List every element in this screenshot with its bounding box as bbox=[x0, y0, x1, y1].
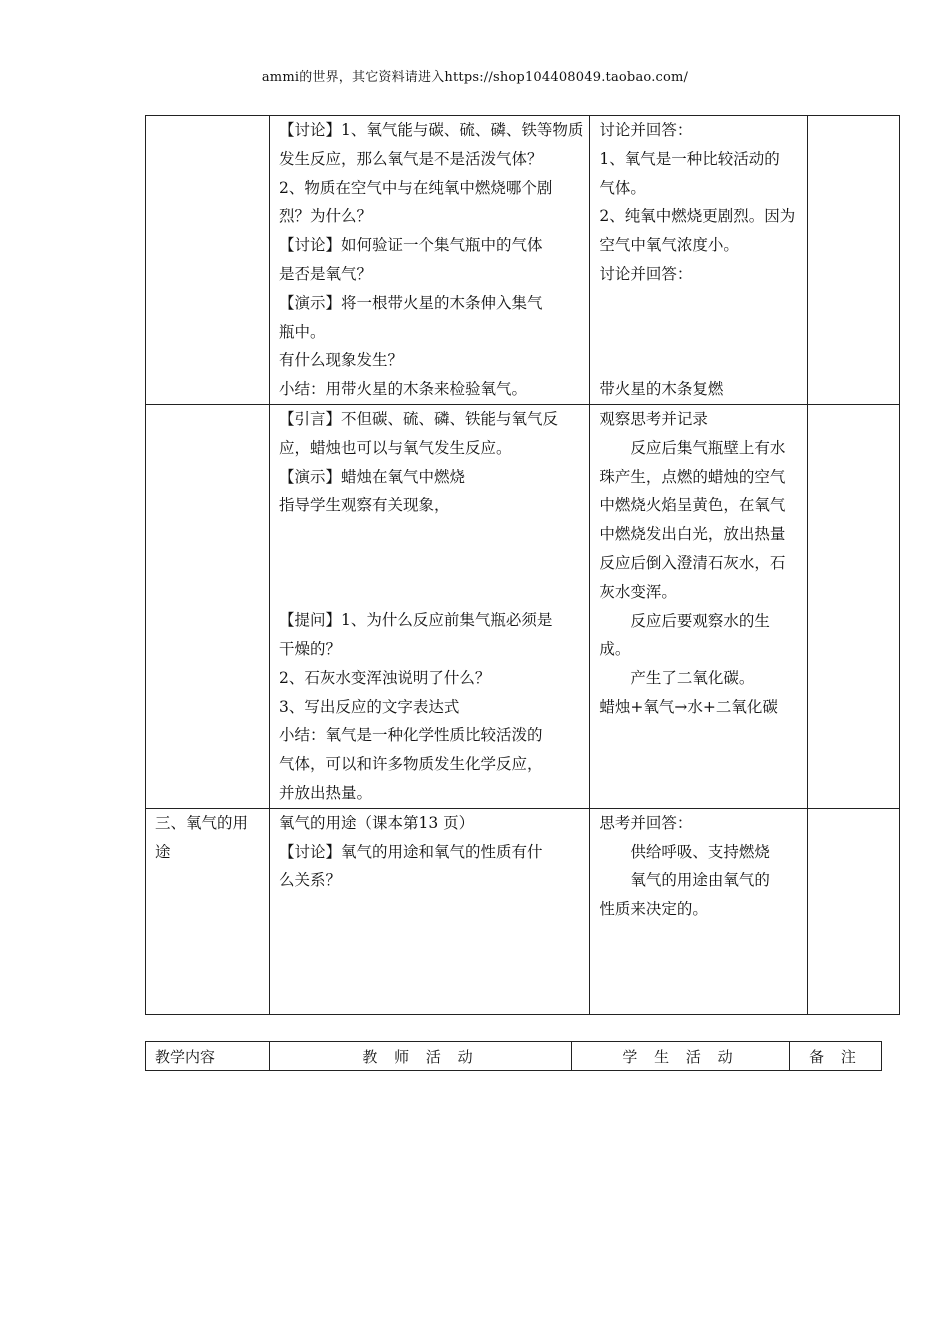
teacher-line: 小结：用带火星的木条来检验氧气。 bbox=[279, 380, 528, 399]
student-cell bbox=[590, 405, 808, 809]
page-header: ammi的世界，其它资料请进入https://shop104408049.taobao.com/ bbox=[261, 70, 689, 85]
student-line: 2、纯氧中燃烧更剧烈。因为 bbox=[599, 207, 796, 226]
student-cell bbox=[590, 116, 808, 405]
teacher-line: 烈？为什么？ bbox=[279, 207, 373, 226]
student-line: 反应后要观察水的生 bbox=[630, 611, 770, 630]
teacher-line: 有什么现象发生？ bbox=[279, 351, 404, 370]
teacher-line: 3、写出反应的文字表达式 bbox=[279, 697, 460, 716]
content-line: 三、氧气的用 bbox=[155, 813, 249, 832]
student-line: 带火星的木条复燃 bbox=[599, 379, 724, 398]
student-line: 反应后倒入澄清石灰水，石 bbox=[599, 553, 786, 572]
teacher-line: 2、物质在空气中与在纯氧中燃烧哪个剧 bbox=[279, 178, 553, 197]
notes-cell bbox=[808, 405, 900, 809]
header-notes: 备 注 bbox=[790, 1042, 882, 1071]
teacher-line: 氧气的用途（课本第13 页） bbox=[279, 813, 475, 832]
student-line: 观察思考并记录 bbox=[599, 410, 708, 428]
student-line: 氧气的用途由氧气的 bbox=[630, 871, 770, 890]
lesson-table bbox=[145, 115, 900, 1015]
teacher-line: 小结：氧气是一种化学性质比较活泼的 bbox=[279, 726, 543, 745]
teacher-line: 指导学生观察有关现象， bbox=[279, 496, 450, 515]
header-student: 学 生 活 动 bbox=[572, 1042, 790, 1071]
student-line: 思考并回答： bbox=[599, 813, 693, 832]
student-line: 珠产生，点燃的蜡烛的空气 bbox=[599, 467, 786, 486]
teacher-line: 并放出热量。 bbox=[279, 783, 373, 802]
teacher-line: 瓶中。 bbox=[279, 322, 326, 341]
teacher-line: 【讨论】如何验证一个集气瓶中的气体 bbox=[279, 236, 543, 255]
student-line: 产生了二氧化碳。 bbox=[630, 669, 755, 688]
table-row bbox=[146, 116, 900, 405]
content-cell bbox=[146, 405, 270, 809]
student-line: 蜡烛+氧气→水+二氧化碳 bbox=[599, 697, 778, 716]
header-content: 教学内容 bbox=[146, 1042, 270, 1071]
teacher-line: 么关系？ bbox=[279, 871, 342, 890]
student-line: 1、氧气是一种比较活动的 bbox=[599, 149, 780, 168]
teacher-line: 【演示】将一根带火星的木条伸入集气 bbox=[279, 293, 543, 312]
student-line: 气体。 bbox=[599, 178, 646, 197]
table-row bbox=[146, 1042, 882, 1071]
teacher-line: 应，蜡烛也可以与氧气发生反应。 bbox=[279, 438, 512, 457]
student-line: 讨论并回答： bbox=[599, 121, 693, 139]
student-line: 空气中氧气浓度小。 bbox=[599, 236, 739, 255]
student-line: 成。 bbox=[599, 640, 631, 659]
student-cell bbox=[590, 808, 808, 1014]
column-header-table bbox=[145, 1041, 882, 1071]
student-line: 中燃烧火焰呈黄色，在氧气 bbox=[599, 496, 786, 515]
teacher-cell bbox=[270, 808, 590, 1014]
notes-cell bbox=[808, 808, 900, 1014]
student-line: 中燃烧发出白光，放出热量 bbox=[599, 525, 786, 544]
student-line: 讨论并回答： bbox=[599, 264, 693, 283]
teacher-line: 【演示】蜡烛在氧气中燃烧 bbox=[279, 467, 466, 486]
teacher-line: 气体，可以和许多物质发生化学反应， bbox=[279, 755, 543, 774]
teacher-line: 【讨论】氧气的用途和氧气的性质有什 bbox=[279, 842, 543, 861]
content-cell bbox=[146, 808, 270, 1014]
teacher-line: 干燥的？ bbox=[279, 639, 342, 658]
teacher-cell bbox=[270, 116, 590, 405]
teacher-line: 【提问】1、为什么反应前集气瓶必须是 bbox=[279, 611, 553, 630]
student-line: 性质来决定的。 bbox=[599, 900, 708, 919]
content-line: 途 bbox=[155, 842, 171, 861]
teacher-line: 是否是氧气？ bbox=[279, 264, 373, 283]
student-line: 供给呼吸、支持燃烧 bbox=[630, 842, 770, 861]
teacher-cell bbox=[270, 405, 590, 809]
teacher-line: 2、石灰水变浑浊说明了什么？ bbox=[279, 668, 491, 687]
student-line: 灰水变浑。 bbox=[599, 582, 677, 601]
notes-cell bbox=[808, 116, 900, 405]
header-teacher: 教 师 活 动 bbox=[270, 1042, 572, 1071]
teacher-line: 发生反应，那么氧气是不是活泼气体？ bbox=[279, 149, 543, 168]
content-cell bbox=[146, 116, 270, 405]
table-row bbox=[146, 405, 900, 809]
table-row bbox=[146, 808, 900, 1014]
student-line: 反应后集气瓶壁上有水 bbox=[630, 438, 786, 457]
teacher-line: 【引言】不但碳、硫、磷、铁能与氧气反 bbox=[279, 410, 559, 428]
teacher-line: 【讨论】1、氧气能与碳、硫、磷、铁等物质 bbox=[279, 121, 584, 139]
